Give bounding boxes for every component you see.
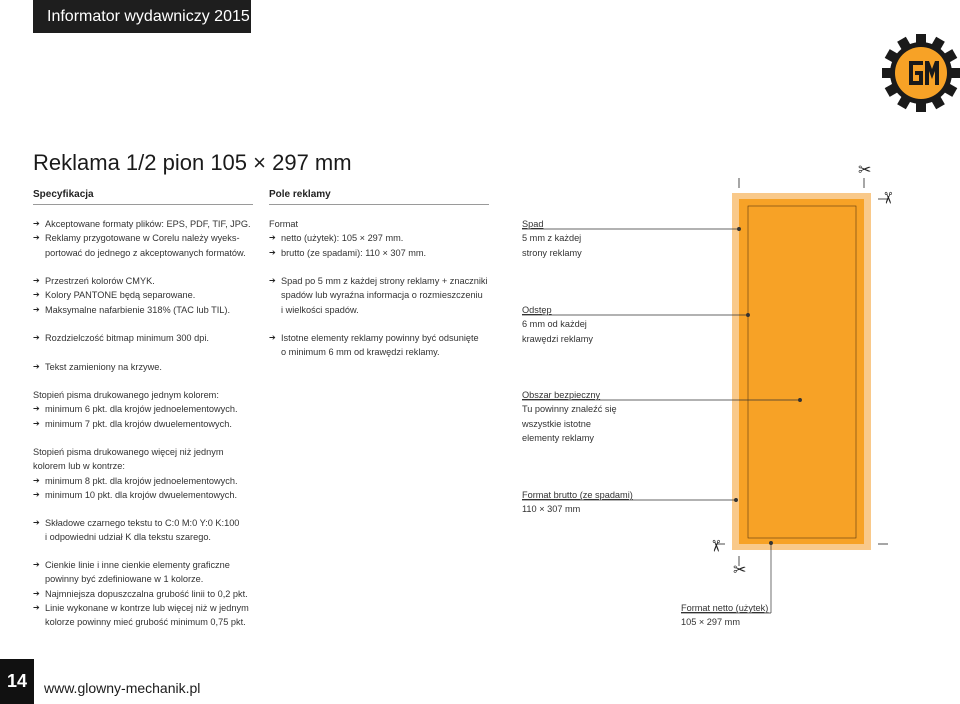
scissors-icon: ✂ bbox=[733, 562, 747, 579]
spad-label-line: strony reklamy bbox=[522, 247, 582, 258]
black-text-item-cont: i odpowiedni udział K dla tekstu szarego. bbox=[45, 532, 211, 543]
lines-item-cont: kolorze powinny mieć grubość minimum 0,75 pkt. bbox=[45, 617, 246, 628]
safe-margin-cont: o minimum 6 mm od krawędzi reklamy. bbox=[281, 347, 440, 358]
color-item: ➔ Przestrzeń kolorów CMYK. bbox=[33, 274, 230, 288]
lines-item: ➔ Linie wykonane w kontrze lub więcej niż w jednym bbox=[33, 601, 249, 615]
netto-label-title: Format netto (użytek) bbox=[681, 603, 769, 613]
obszar-label-line: elementy reklamy bbox=[522, 432, 594, 443]
font-size-item: ➔ minimum 8 pkt. dla krojów jednoelementowych. bbox=[33, 474, 238, 488]
bleed-info-cont: spadów lub wyraźna informacja o rozmieszczeniu bbox=[281, 290, 483, 301]
scissors-icon: ✂ bbox=[858, 162, 872, 179]
font-size-multi-heading-cont: kolorem lub w kontrze: bbox=[33, 461, 125, 472]
spad-label-line: 5 mm z każdej bbox=[522, 233, 582, 244]
obszar-label-line: Tu powinny znaleźć się bbox=[522, 404, 617, 415]
trim-area bbox=[739, 199, 864, 544]
format-item: ➔ brutto (ze spadami): 110 × 307 mm. bbox=[269, 246, 426, 260]
curves-item: ➔ Tekst zamieniony na krzywe. bbox=[33, 360, 162, 374]
footer-url[interactable]: www.glowny-mechanik.pl bbox=[44, 680, 201, 696]
font-size-multi-heading: Stopień pisma drukowanego więcej niż jednym bbox=[33, 447, 224, 457]
brutto-label-size: 110 × 307 mm bbox=[522, 504, 581, 515]
resolution-item: ➔ Rozdzielczość bitmap minimum 300 dpi. bbox=[33, 331, 209, 345]
odstep-label-line: krawędzi reklamy bbox=[522, 333, 593, 344]
spad-label-title: Spad bbox=[522, 219, 544, 229]
brutto-leader-dot bbox=[734, 498, 737, 501]
lines-item: ➔ Najmniejsza dopuszczalna grubość linii to 0,2 pkt. bbox=[33, 587, 249, 601]
font-size-one-color-heading: Stopień pisma drukowanego jednym kolorem: bbox=[33, 390, 219, 400]
odstep-leader-dot bbox=[746, 313, 749, 316]
pole-reklamy-heading: Pole reklamy bbox=[269, 189, 489, 205]
specyfikacja-heading: Specyfikacja bbox=[33, 189, 253, 205]
obszar-label-line: wszystkie istotne bbox=[522, 418, 591, 429]
scissors-icon: ✂ bbox=[706, 539, 724, 553]
black-text-item: ➔ Składowe czarnego tekstu to C:0 M:0 Y:0 K:100 bbox=[33, 516, 239, 530]
lines-item-cont: powinny być zdefiniowane w 1 kolorze. bbox=[45, 574, 204, 585]
netto-label-size: 105 × 297 mm bbox=[681, 617, 740, 628]
formats-item-cont: portować do jednego z akceptowanych formatów. bbox=[45, 247, 246, 258]
format-label: Format bbox=[269, 219, 299, 229]
lines-item: ➔ Cienkie linie i inne cienkie elementy graficzne bbox=[33, 558, 249, 572]
odstep-label-title: Odstęp bbox=[522, 305, 552, 315]
odstep-label-line: 6 mm od każdej bbox=[522, 319, 587, 330]
color-item: ➔ Maksymalne nafarbienie 318% (TAC lub TIL). bbox=[33, 303, 230, 317]
spad-leader-dot bbox=[737, 227, 740, 230]
formats-item: ➔ Akceptowane formaty plików: EPS, PDF, TIF, JPG. bbox=[33, 217, 251, 231]
bleed-info-cont: i wielkości spadów. bbox=[281, 304, 359, 315]
netto-leader-dot bbox=[769, 541, 772, 544]
color-item: ➔ Kolory PANTONE będą separowane. bbox=[33, 288, 230, 302]
font-size-item: ➔ minimum 6 pkt. dla krojów jednoelementowych. bbox=[33, 402, 238, 416]
bleed-info-item: ➔ Spad po 5 mm z każdej strony reklamy + znaczniki bbox=[269, 274, 488, 288]
obszar-label-title: Obszar bezpieczny bbox=[522, 390, 601, 400]
scissors-icon: ✂ bbox=[878, 191, 896, 205]
header-title: Informator wydawniczy 2015 bbox=[47, 8, 250, 25]
page-number: 14 bbox=[0, 659, 34, 704]
page-title: Reklama 1/2 pion 105 × 297 mm bbox=[33, 150, 352, 175]
format-item: ➔ netto (użytek): 105 × 297 mm. bbox=[269, 231, 426, 245]
font-size-item: ➔ minimum 10 pkt. dla krojów dwuelementowych. bbox=[33, 488, 238, 502]
formats-item: ➔ Reklamy przygotowane w Corelu należy wyeks- bbox=[33, 231, 251, 245]
obszar-leader-dot bbox=[798, 398, 801, 401]
font-size-item: ➔ minimum 7 pkt. dla krojów dwuelementowych. bbox=[33, 417, 238, 431]
brutto-label-title: Format brutto (ze spadami) bbox=[522, 490, 633, 500]
safe-margin-item: ➔ Istotne elementy reklamy powinny być odsunięte bbox=[269, 331, 479, 345]
